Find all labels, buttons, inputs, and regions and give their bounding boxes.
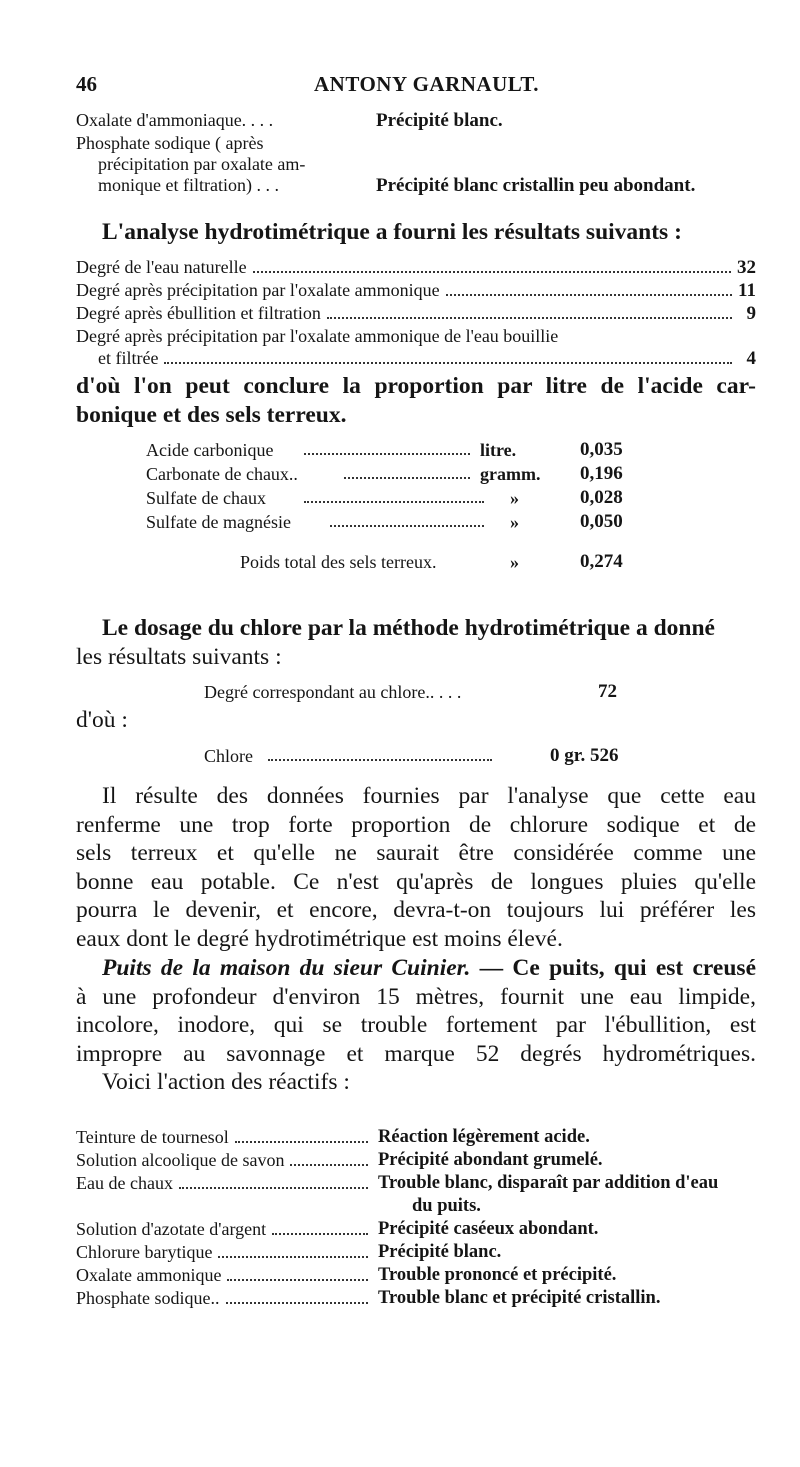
chlore-degree-row — [76, 680, 756, 704]
reagent-result — [378, 1172, 756, 1218]
hydro-results — [76, 256, 756, 370]
puits-first-line — [76, 954, 756, 983]
proportion-value: 0,028 — [580, 487, 623, 508]
dou-text: d'où : — [76, 707, 128, 733]
proportion-label: Sulfate de magnésie — [146, 512, 291, 532]
proportion-value: 0,196 — [580, 463, 623, 484]
hydro-value: 4 — [746, 348, 756, 369]
reagent-name — [76, 133, 368, 196]
result-line: renferme une trop forte proportion de chlorure sodique et de — [76, 811, 756, 838]
reagents-block-1 — [76, 110, 756, 196]
reagent-result: Précipité caséeux abondant. — [378, 1219, 599, 1239]
proportion-unit: gramm. — [480, 464, 541, 484]
reagent-name: Eau de chaux — [76, 1173, 173, 1193]
reagent-name: Solution alcoolique de savon — [76, 1150, 285, 1170]
reagent-name: Phosphate sodique.. — [76, 1288, 220, 1308]
proportion-row — [76, 486, 756, 510]
reagent-name: Oxalate d'ammoniaque. . . . — [76, 110, 274, 130]
result-line: eaux dont le degré hydrotimétrique est moins élevé. — [76, 925, 563, 952]
hydro-value: 32 — [737, 257, 756, 278]
dot-leader — [179, 1187, 368, 1189]
puits-line: impropre au savonnage et marque 52 degrés hydrométriques. — [76, 1040, 756, 1067]
dot-leader — [227, 1279, 368, 1281]
proportion-row — [76, 438, 756, 462]
hydro-row — [76, 347, 756, 370]
reagent-cell — [76, 1172, 378, 1218]
proportion-unit: » — [510, 488, 519, 508]
hydro-intro: L'analyse hydrotimétrique a fourni les résultats suivants : — [102, 219, 682, 245]
reagent-result: Trouble blanc et précipité cristallin. — [378, 1288, 661, 1308]
reagent-cell — [76, 1218, 378, 1241]
dot-leader — [446, 294, 732, 296]
total-row — [76, 550, 756, 574]
hydro-row — [76, 279, 756, 302]
puits-line: — Ce puits, qui est creusé — [470, 955, 756, 981]
hydro-label: Degré de l'eau naturelle — [76, 257, 247, 277]
hydro-row — [76, 302, 756, 325]
reagent-row — [76, 1264, 756, 1287]
total-value: 0,274 — [580, 551, 623, 572]
dot-leader — [304, 501, 484, 503]
reagent-name: Teinture de tournesol — [76, 1127, 229, 1147]
conclude-line: d'où l'on peut conclure la proportion par litre de l'acide car- — [76, 373, 756, 399]
proportion-row — [76, 510, 756, 534]
dot-leader — [235, 1141, 368, 1143]
chlore-row — [76, 744, 756, 768]
chlore-label: Chlore — [204, 746, 253, 766]
reagent-result-line: du puits. — [412, 1196, 481, 1216]
dot-leader — [268, 759, 492, 761]
dot-leader — [272, 1233, 368, 1235]
dot-leader — [218, 1256, 368, 1258]
proportion-label: Acide carbonique — [146, 440, 274, 460]
reagent-cell — [76, 1149, 378, 1172]
reagent-line: Phosphate sodique ( après — [76, 133, 264, 153]
dot-leader — [344, 477, 470, 479]
reagent-row — [76, 1241, 756, 1264]
reagent-cell — [76, 1264, 378, 1287]
reagent-row — [76, 1218, 756, 1241]
reagent-cell — [76, 1241, 378, 1264]
result-line: pourra le devenir, et encore, devra-t-on toujours lui préférer les — [76, 897, 756, 923]
result-paragraph — [76, 782, 756, 953]
reagent-result: Précipité blanc. — [378, 1242, 502, 1262]
reagent-result: Réaction légèrement acide. — [378, 1127, 590, 1147]
chlore-degree-value: 72 — [598, 681, 617, 702]
reagent-result: Précipité blanc cristallin peu abondant. — [376, 175, 696, 196]
dot-leader — [290, 1164, 368, 1166]
hydro-value: 9 — [746, 303, 756, 324]
chlore-degree-label: Degré correspondant au chlore.. . . . — [204, 682, 462, 702]
proportion-label: Carbonate de chaux.. — [146, 464, 298, 484]
reagent-row — [76, 1126, 756, 1149]
reagent-cell — [76, 1287, 378, 1310]
puits-line: incolore, inodore, qui se trouble fortement par l'ébullition, est — [76, 1012, 756, 1038]
chlore-value: 0 gr. 526 — [550, 745, 619, 766]
hydro-label: Degré après ébullition et filtration — [76, 303, 321, 323]
chlore — [76, 744, 756, 768]
dot-leader — [330, 525, 484, 527]
page-header — [76, 72, 756, 102]
reagent-result: Précipité blanc. — [376, 110, 503, 131]
hydro-intro-block — [76, 218, 756, 247]
reagent-row — [76, 1149, 756, 1172]
reagent-name: Chlorure barytique — [76, 1242, 213, 1262]
chlore-degree — [76, 680, 756, 704]
reagent-cell — [76, 1126, 378, 1149]
puits-line: à une profondeur d'environ 15 mètres, fournit une eau limpide, — [76, 983, 756, 1010]
proportion-value: 0,035 — [580, 439, 623, 460]
hydro-value: 11 — [738, 280, 756, 301]
proportion-label: Sulfate de chaux — [146, 488, 266, 508]
hydro-label: Degré après précipitation par l'oxalate ammonique — [76, 280, 440, 300]
dot-leader — [304, 453, 470, 455]
dou-block — [76, 706, 756, 735]
total-label: Poids total des sels terreux. — [240, 552, 437, 572]
puits-paragraph — [76, 954, 756, 1097]
proportion-row — [76, 462, 756, 486]
hydro-label: et filtrée — [98, 348, 159, 368]
result-line: sels terreux et qu'elle ne saurait être considérée comme une — [76, 840, 756, 866]
hydro-label-line1: Degré après précipitation par l'oxalate ammonique de l'eau bouillie — [76, 326, 559, 346]
reagent-result: Trouble prononcé et précipité. — [378, 1265, 617, 1285]
total-unit: » — [510, 552, 519, 572]
chlore-intro-line: Le dosage du chlore par la méthode hydrotimétrique a donné — [102, 615, 715, 641]
puits-line: Voici l'action des réactifs : — [102, 1069, 350, 1095]
proportion-unit: » — [510, 512, 519, 532]
dot-leader — [327, 317, 732, 319]
dot-leader — [226, 1302, 369, 1304]
chlore-intro-line: les résultats suivants : — [76, 643, 282, 670]
reagent-row — [76, 1172, 756, 1218]
running-title: ANTONY GARNAULT. — [314, 72, 540, 96]
dot-leader — [253, 271, 731, 273]
reagent-name: Oxalate ammonique — [76, 1265, 222, 1285]
proportions-table — [76, 438, 756, 574]
dot-leader — [164, 362, 732, 364]
hydro-row — [76, 256, 756, 279]
reagent-result: Précipité abondant grumelé. — [378, 1150, 603, 1170]
result-line: Il résulte des données fournies par l'analyse que cette eau — [102, 783, 756, 809]
result-line: bonne eau potable. Ce n'est qu'après de longues pluies qu'elle — [76, 868, 756, 895]
conclude-line: bonique et des sels terreux. — [76, 401, 347, 428]
puits-title: Puits de la maison du sieur Cuinier. — [102, 955, 471, 981]
reagent-line: monique et filtration) . . . — [98, 175, 279, 195]
reagents-block-2 — [76, 1126, 756, 1310]
reagent-name: Solution d'azotate d'argent — [76, 1219, 267, 1239]
proportion-unit: litre. — [480, 440, 517, 460]
reagent-result-line: Trouble blanc, disparaît par addition d'eau — [378, 1173, 719, 1193]
proportion-value: 0,050 — [580, 511, 623, 532]
reagent-line: précipitation par oxalate am- — [98, 154, 306, 174]
page-number: 46 — [76, 72, 97, 96]
conclude-block — [76, 372, 756, 429]
chlore-intro-block — [76, 614, 756, 671]
reagent-row — [76, 1287, 756, 1310]
